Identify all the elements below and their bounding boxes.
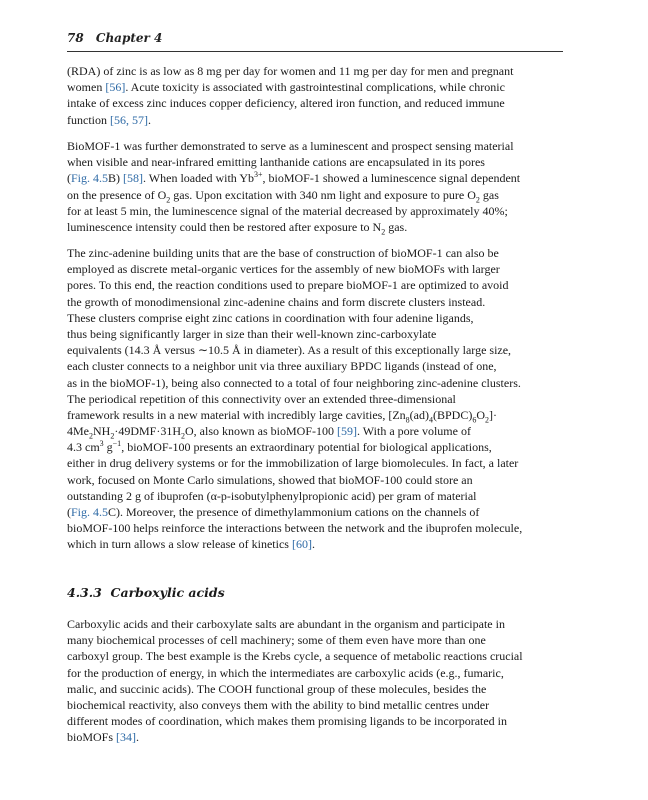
text-line: intake of excess zinc induces copper deficiency, altered iron function, and reduced immune xyxy=(67,96,505,111)
text-line: framework results in a new material with incredibly large cavities, $[Zn_8(ad)_4(BPDC)_6O_2]\cdot$ xyxy=(67,407,498,425)
paragraph-biomof1-luminescence xyxy=(67,138,563,235)
text-line: thus being significantly larger in size than their well-known zinc-carboxylate xyxy=(67,326,437,341)
text-line: women [56]. Acute toxicity is associated with gastrointestinal complications, while chronic xyxy=(67,80,505,95)
text-line: (RDA) of zinc is as low as 8 mg per day for women and 11 mg per day for men and pregnant xyxy=(67,64,514,78)
text-line: each cluster connects to a neighbor unit via three auxiliary BPDC ligands (instead of one, xyxy=(67,359,497,374)
text-line: when visible and near-infrared emitting lanthanide cations are encapsulated in its pores xyxy=(67,155,485,170)
text-line: different modes of coordination, which makes them promising ligands to be incorporated in xyxy=(67,714,508,729)
citation-link[interactable]: [60] xyxy=(291,537,312,552)
text-line: pores. To this end, the reaction conditions used to prepare bioMOF-1 are optimized to avoid xyxy=(67,278,509,293)
text-line: The periodical repetition of this connectivity over an extended three-dimensional xyxy=(67,391,456,406)
chapter-label: Chapter 4 xyxy=(95,31,163,45)
text-line: malic, and succinic acids). The COOH functional group of these molecules, besides the xyxy=(67,681,487,696)
figure-link[interactable]: Fig. 4.5 xyxy=(71,505,109,519)
paragraph-rda-zinc xyxy=(67,63,563,128)
text-line: which in turn allows a slow release of kinetics [60]. xyxy=(67,537,315,552)
header-rule xyxy=(67,51,563,52)
text-line: work, focused on Monte Carlo simulations, showed that bioMOF-100 could store an xyxy=(67,472,473,487)
text-line: many biochemical processes of cell machinery; some of them even have more than one xyxy=(67,633,486,648)
text-line: Carboxylic acids and their carboxylate salts are abundant in the organism and participate in xyxy=(67,617,505,631)
citation-link[interactable]: [56] xyxy=(105,80,126,95)
text-line: $4Me_2NH_2\cdot 49DMF\cdot 31H_2O$, also known as bioMOF-100 [59]. With a pore volume of xyxy=(67,424,471,441)
text-line: equivalents (14.3 Å versus ∼10.5 Å in diameter). As a result of this exceptionally large size, xyxy=(67,343,512,358)
text-line: for the production of energy, in which the intermediates are carboxylic acids (e.g., fumaric, xyxy=(67,665,504,680)
section-title: Carboxylic acids xyxy=(110,585,225,600)
citation-link[interactable]: [59] xyxy=(337,424,358,439)
citation-link[interactable]: [56, 57] xyxy=(110,112,148,127)
paragraph-biomof100 xyxy=(67,245,563,553)
text-line: outstanding 2 g of ibuprofen (α-p-isobutylphenylpropionic acid) per gram of material xyxy=(67,488,477,503)
text-line: for at least 5 min, the luminescence signal of the material decreased by approximately 40%; xyxy=(67,203,508,218)
text-line: either in drug delivery systems or for the immobilization of large biomolecules. In fact, a later xyxy=(67,456,519,471)
text-line: (Fig. 4.5C). Moreover, the presence of dimethylammonium cations on the channels of xyxy=(67,505,480,519)
text-line: employed as discrete metal-organic vertices for the assembly of new bioMOFs with larger xyxy=(67,262,500,277)
text-line: 4.3 $cm^3$ $g^{-1}$, bioMOF-100 presents an extraordinary potential for biological applications, xyxy=(67,439,492,455)
figure-link[interactable]: Fig. 4.5 xyxy=(71,171,109,186)
citation-link[interactable]: [34] xyxy=(116,730,137,745)
text-line: (Fig. 4.5B) [58]. When loaded with $Yb^{3+}$, bioMOF-1 showed a luminescence signal dependent xyxy=(67,170,521,186)
section-heading xyxy=(67,585,563,600)
text-line: bioMOF-100 helps reinforce the interactions between the network and the ibuprofen molecule, xyxy=(67,521,523,536)
text-line: as in the bioMOF-1), being also connected to a total of four neighboring zinc-adenine clusters. xyxy=(67,375,521,390)
page-number: 78 xyxy=(67,31,84,45)
citation-link[interactable]: [58] xyxy=(123,171,144,186)
text-line: on the presence of $O_2$ gas. Upon excitation with 340 nm light and exposure to pure $O_2$ gas xyxy=(67,187,499,204)
text-line: function [56, 57]. xyxy=(67,112,151,127)
text-line: luminescence intensity could then be restored after exposure to $N_2$ gas. xyxy=(67,219,408,237)
text-line: the growth of monodimensional zinc-adenine chains and form discrete clusters instead. xyxy=(67,294,486,309)
section-number: 4.3.3 xyxy=(67,585,102,600)
text-line: biochemical reactivity, also conveys them with the ability to bind metallic centres under xyxy=(67,697,490,712)
running-header xyxy=(67,31,563,51)
text-line: BioMOF-1 was further demonstrated to serve as a luminescent and prospect sensing material xyxy=(67,139,514,153)
paragraph-carboxylic-acids xyxy=(67,616,563,746)
text-line: These clusters comprise eight zinc cations in coordination with four adenine ligands, xyxy=(67,310,474,325)
text-line: bioMOFs [34]. xyxy=(67,730,140,745)
text-line: The zinc-adenine building units that are the base of construction of bioMOF-1 can also be xyxy=(67,246,499,260)
text-line: carboxyl group. The best example is the Krebs cycle, a sequence of metabolic reactions crucial xyxy=(67,649,523,664)
